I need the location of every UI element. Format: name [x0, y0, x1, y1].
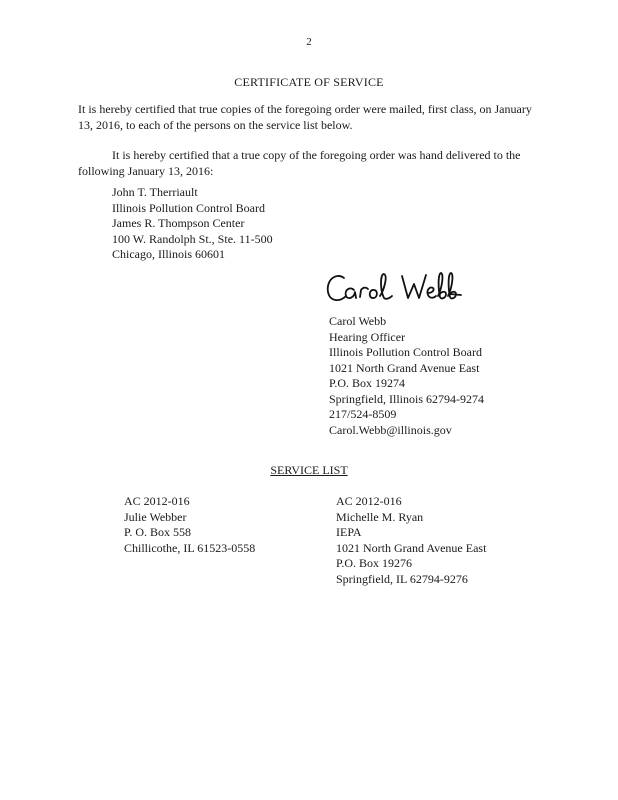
officer-line: Springfield, Illinois 62794-9274	[329, 391, 484, 406]
officer-email: Carol.Webb@illinois.gov	[329, 422, 452, 437]
recipient-line: Chicago, Illinois 60601	[112, 247, 225, 261]
service-list-title: SERVICE LIST	[270, 463, 348, 477]
page-number: 2	[306, 36, 312, 48]
recipient-line: Illinois Pollution Control Board	[112, 200, 266, 215]
service-line: AC 2012-016	[336, 494, 402, 508]
recipient-line: 100 W. Randolph St., Ste. 11-500	[112, 231, 273, 246]
recipient-line: John T. Therriault	[112, 185, 198, 199]
service-line: P. O. Box 558	[124, 525, 192, 539]
service-list-right-entry	[336, 494, 486, 587]
service-line: Michelle M. Ryan	[336, 509, 424, 524]
officer-line: Illinois Pollution Control Board	[329, 345, 483, 359]
service-line: Julie Webber	[124, 509, 187, 524]
certificate-mail-paragraph: It is hereby certified that true copies of the foregoing order were mailed, first class, on January 13, 2016, to each of the persons on the service list below.	[78, 102, 532, 132]
service-line: AC 2012-016	[124, 494, 190, 508]
recipient-address	[112, 185, 273, 263]
service-line: IEPA	[336, 525, 362, 539]
service-line: Springfield, IL 62794-9276	[336, 571, 468, 586]
certificate-title: CERTIFICATE OF SERVICE	[234, 75, 384, 89]
officer-title: Hearing Officer	[329, 329, 406, 344]
officer-phone: 217/524-8509	[329, 407, 397, 421]
service-line: 1021 North Grand Avenue East	[336, 540, 487, 555]
officer-line: 1021 North Grand Avenue East	[329, 360, 480, 375]
recipient-line: James R. Thompson Center	[112, 216, 245, 230]
handwritten-signature	[324, 266, 464, 308]
service-list-left-entry	[124, 494, 255, 556]
service-line: Chillicothe, IL 61523-0558	[124, 540, 256, 555]
certificate-hand-paragraph: It is hereby certified that a true copy of the foregoing order was hand delivered to the following January 13, 2016:	[78, 148, 521, 178]
hearing-officer-block	[329, 314, 484, 438]
officer-line: P.O. Box 19274	[329, 376, 406, 390]
service-line: P.O. Box 19276	[336, 556, 413, 570]
officer-name: Carol Webb	[329, 314, 387, 328]
